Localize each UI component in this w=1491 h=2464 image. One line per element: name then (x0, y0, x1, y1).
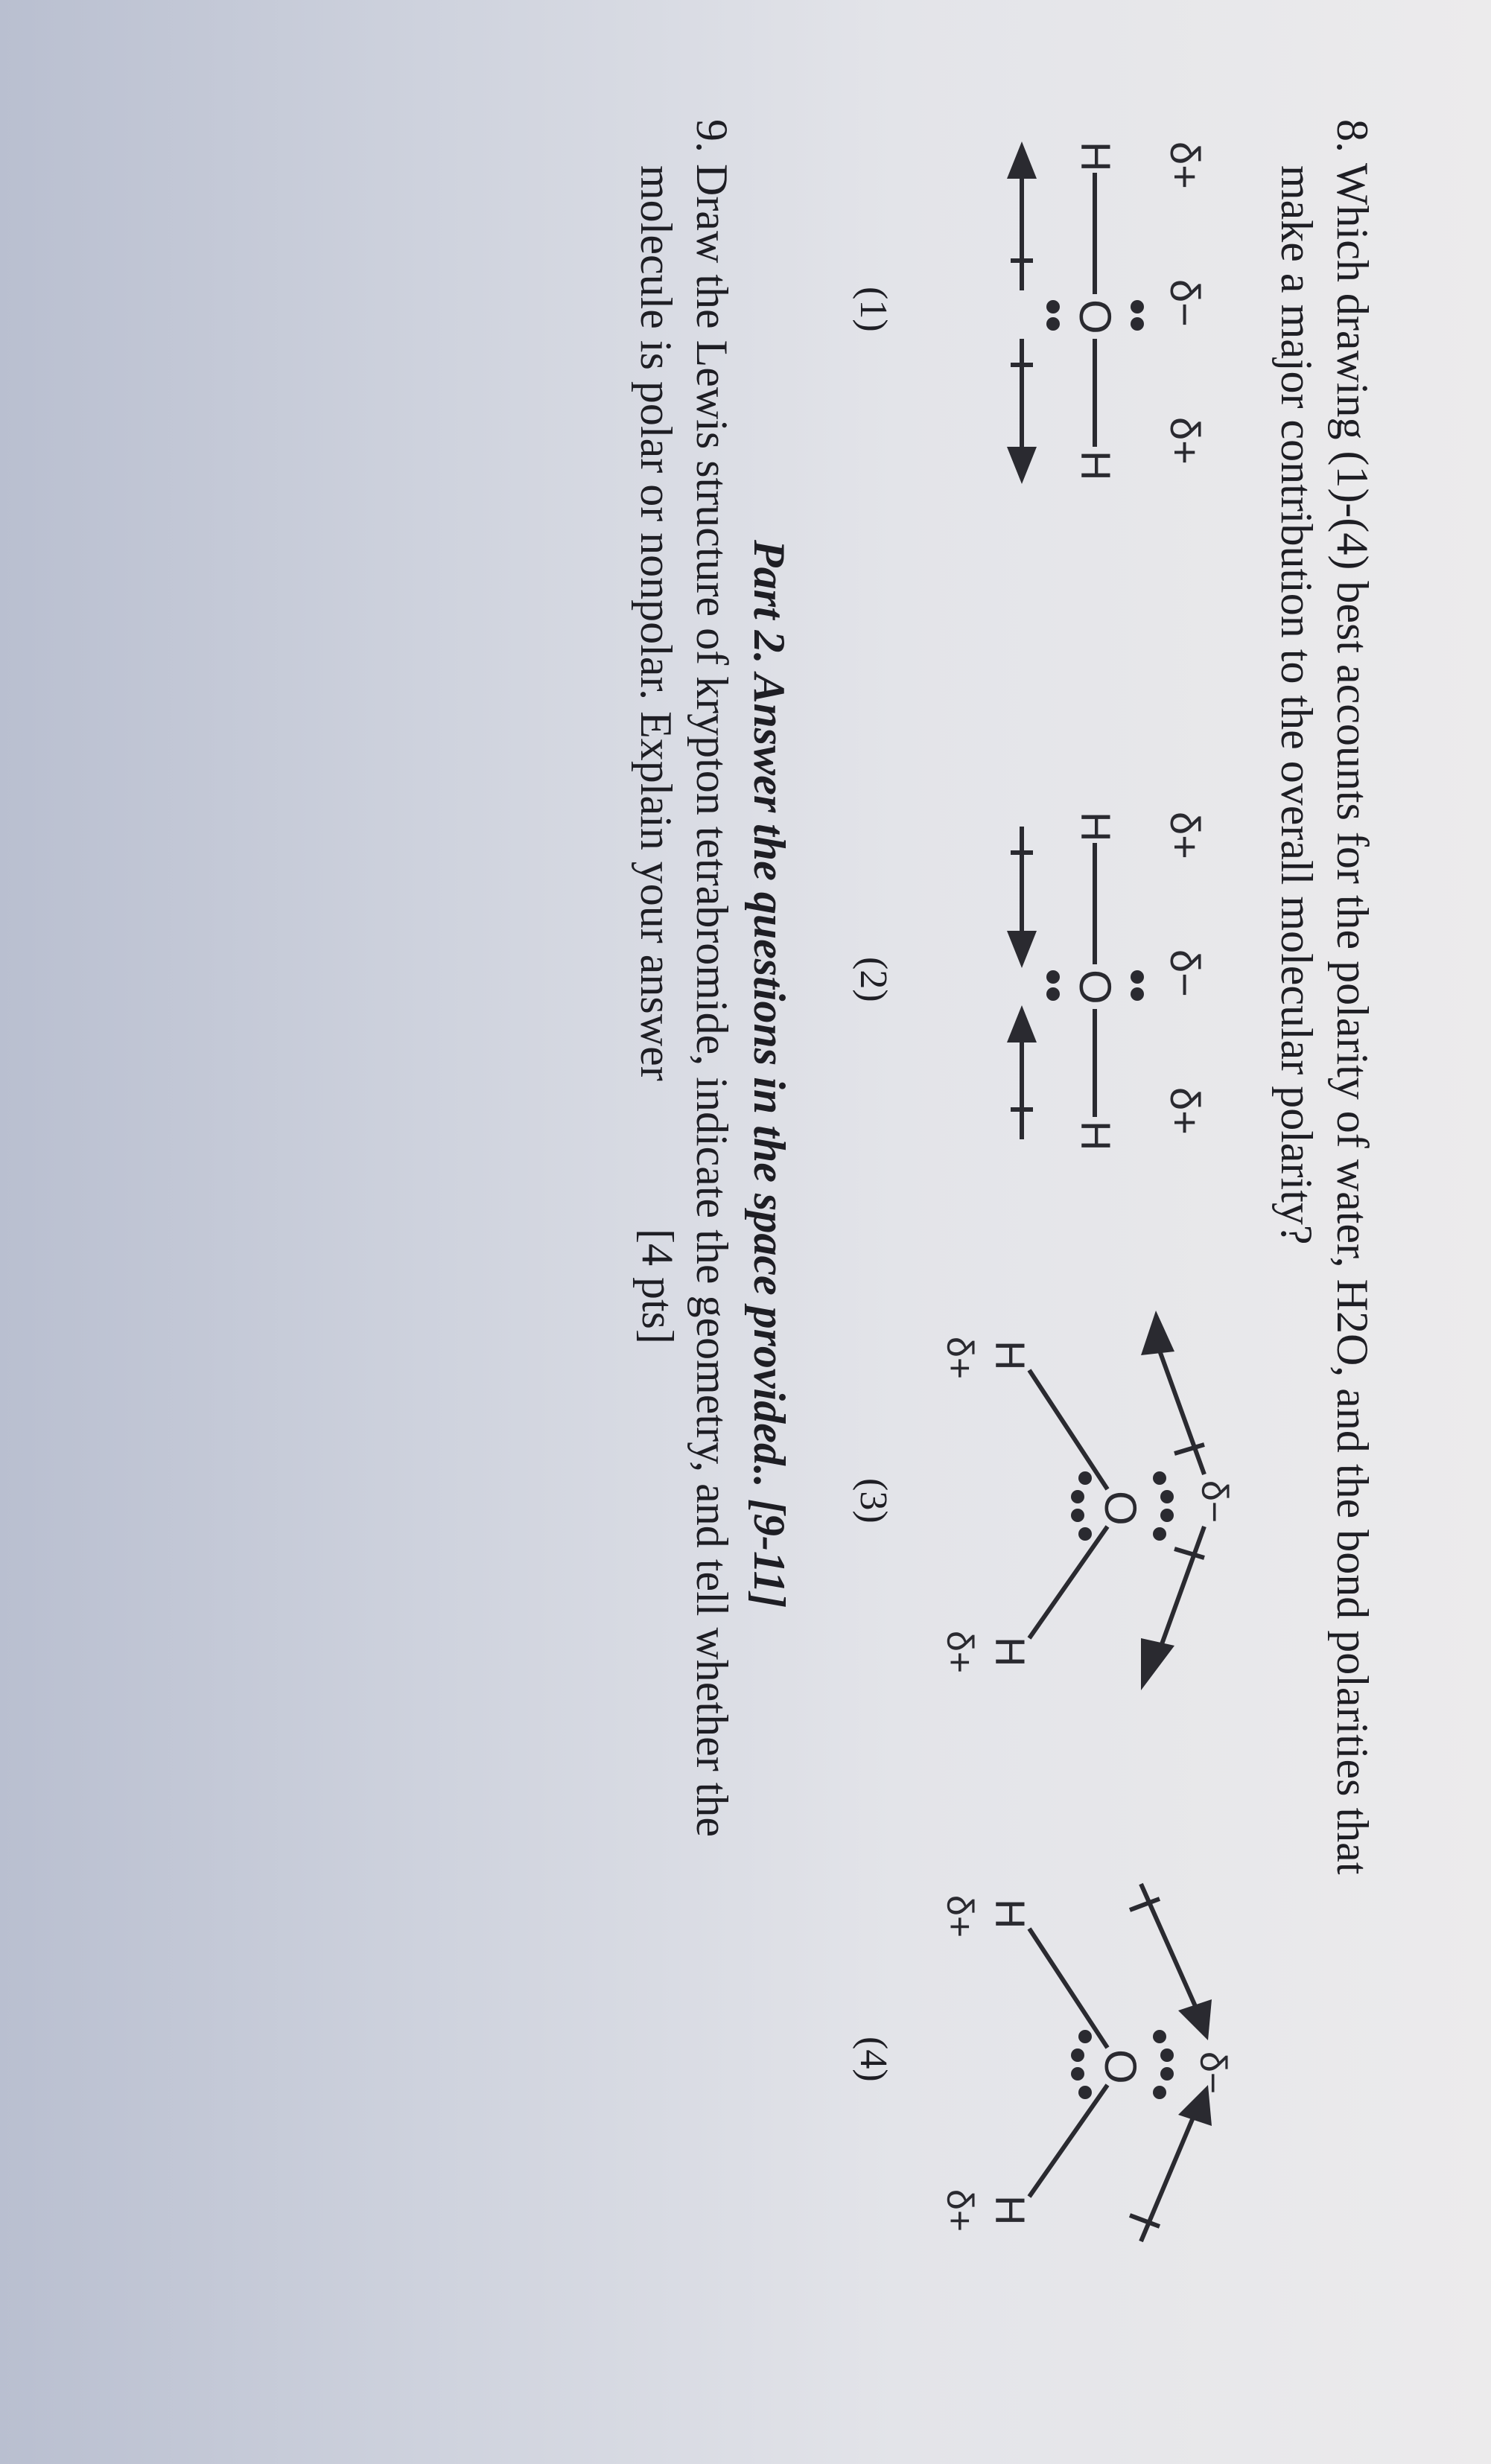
drawing-2-linear-water (925, 782, 1223, 1199)
delta-minus-top: δ− (1194, 1480, 1236, 1524)
delta-plus-left: δ+ (939, 1337, 981, 1380)
atom-h-right: H (987, 1637, 1034, 1667)
drawing-4-label: (4) (852, 2037, 894, 2082)
atom-h-right: H (987, 2195, 1034, 2226)
delta-plus-right: δ+ (1162, 1087, 1209, 1135)
atom-o: O (1096, 1491, 1145, 1526)
drawing-1-linear-water (925, 112, 1223, 529)
delta-plus-right: δ+ (1162, 417, 1209, 465)
atom-h-left: H (987, 1340, 1034, 1371)
delta-plus-left: δ+ (1162, 812, 1209, 859)
question-9-line-1: 9. Draw the Lewis structure of krypton tetrabromide, indicate the geometry, and tell whether the (687, 119, 737, 1837)
delta-plus-right: δ+ (939, 1631, 981, 1674)
atom-h-right: H (1072, 451, 1119, 481)
atom-h-right: H (1072, 1121, 1119, 1151)
drawing-2-label: (2) (852, 957, 894, 1002)
delta-minus-center: δ− (1162, 949, 1209, 997)
delta-minus-top: δ− (1192, 2051, 1234, 2095)
part-2-heading: Part 2. Answer the questions in the space provided.. [9-11] (745, 540, 794, 1608)
question-9-line-2: molecule is polar or nonpolar. Explain your answer (632, 165, 681, 1081)
atom-h-left: H (1072, 141, 1119, 172)
delta-plus-right: δ+ (939, 2189, 981, 2232)
atom-o: O (1070, 970, 1120, 1005)
drawing-3-bent-water (903, 1281, 1245, 1742)
delta-minus-center: δ− (1162, 279, 1209, 327)
drawing-3-label: (3) (852, 1478, 894, 1524)
atom-h-left: H (987, 1899, 1034, 1929)
atom-h-left: H (1072, 812, 1119, 842)
question-8-line-1: 8. Which drawing (1)-(4) best accounts for the polarity of water, H2O, and the bond polarities that (1328, 119, 1377, 1875)
delta-plus-left: δ+ (1162, 141, 1209, 189)
delta-plus-left: δ+ (939, 1895, 981, 1938)
question-9-points: [4 pts] (633, 1229, 682, 1344)
drawing-1-label: (1) (852, 287, 894, 332)
atom-o: O (1096, 2049, 1145, 2084)
atom-o: O (1070, 299, 1120, 334)
drawing-4-bent-water (903, 1839, 1245, 2301)
question-8-line-2: make a major contribution to the overall molecular polarity? (1272, 165, 1321, 1245)
